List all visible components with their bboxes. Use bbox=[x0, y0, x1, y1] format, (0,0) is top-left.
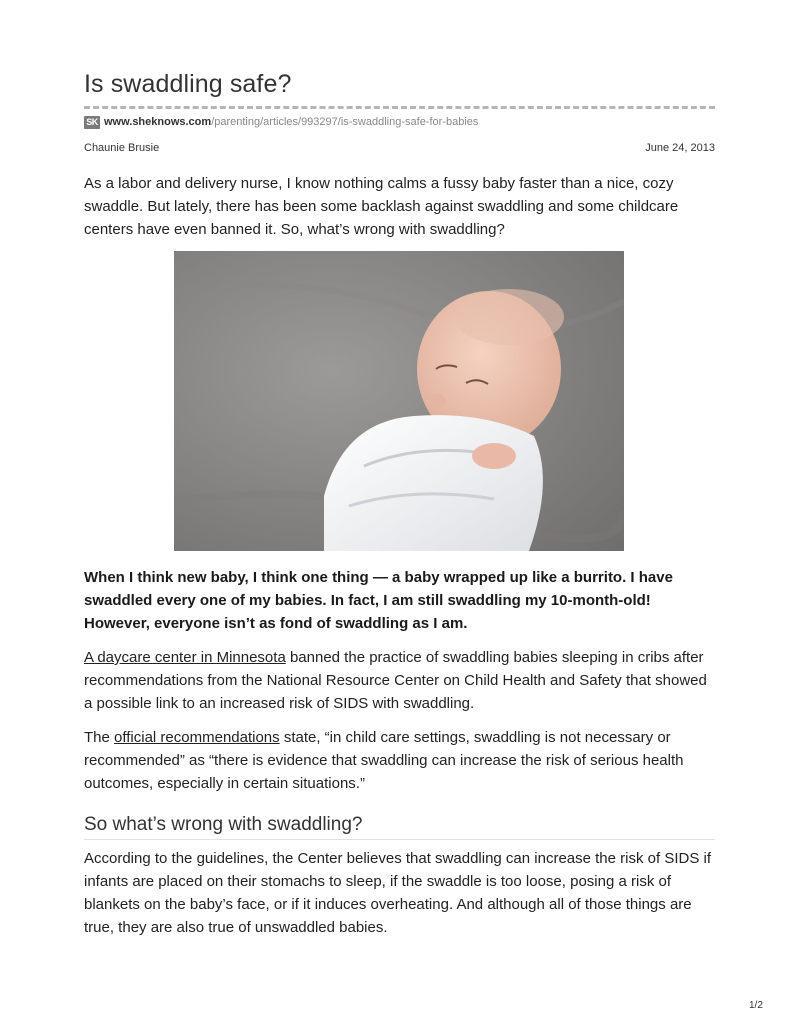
section-divider bbox=[84, 839, 715, 840]
swaddled-baby-photo bbox=[174, 251, 624, 551]
recommendations-prefix: The bbox=[84, 729, 115, 746]
source-path[interactable]: /parenting/articles/993297/is-swaddling-safe-for-babies bbox=[211, 116, 479, 128]
intro-paragraph: As a labor and delivery nurse, I know nothing calms a fussy baby faster than a nice, cozy swaddle. But lately, there has been some backlash against swaddling and some childcare centers have even banned it. So, what’s wrong with swaddling? bbox=[84, 175, 679, 238]
publish-date: June 24, 2013 bbox=[645, 142, 715, 154]
section-heading: So what’s wrong with swaddling? bbox=[84, 814, 363, 835]
source-domain[interactable]: www.sheknows.com bbox=[104, 116, 212, 128]
recommendations-text: state, “in child care settings, swaddling is not necessary or recommended” as “there is evidence that swaddling can increase the risk of serious health outcomes, especially in certain situations.” bbox=[84, 729, 684, 792]
source-url[interactable] bbox=[84, 115, 478, 129]
author-name: Chaunie Brusie bbox=[84, 142, 160, 154]
daycare-minnesota-link[interactable]: A daycare center in Minnesota bbox=[84, 649, 286, 666]
guidelines-paragraph: According to the guidelines, the Center believes that swaddling can increase the risk of SIDS if infants are placed on their stomachs to sleep, if the swaddle is too loose, posing a risk of blankets on the baby’s face, or if it induces overheating. And although all of those things are true, they are also true of unswaddled babies. bbox=[84, 850, 712, 936]
official-recommendations-link[interactable]: official recommendations bbox=[114, 729, 280, 746]
lead-paragraph: When I think new baby, I think one thing — a baby wrapped up like a burrito. I have swaddled every one of my babies. In fact, I am still swaddling my 10-month-old! However, everyone isn’t as fond of swaddling as I am. bbox=[84, 569, 673, 632]
daycare-paragraph-text: banned the practice of swaddling babies sleeping in cribs after recommendations from the National Resource Center on Child Health and Safety that showed a possible link to an increased risk of SIDS with swaddling. bbox=[84, 649, 707, 712]
sheknows-logo-icon: SK bbox=[84, 116, 100, 129]
title-divider bbox=[84, 106, 715, 109]
recommendations-paragraph bbox=[84, 726, 715, 795]
page-number: 1/2 bbox=[749, 1000, 763, 1011]
article-title: Is swaddling safe? bbox=[84, 70, 292, 98]
daycare-paragraph bbox=[84, 646, 715, 715]
